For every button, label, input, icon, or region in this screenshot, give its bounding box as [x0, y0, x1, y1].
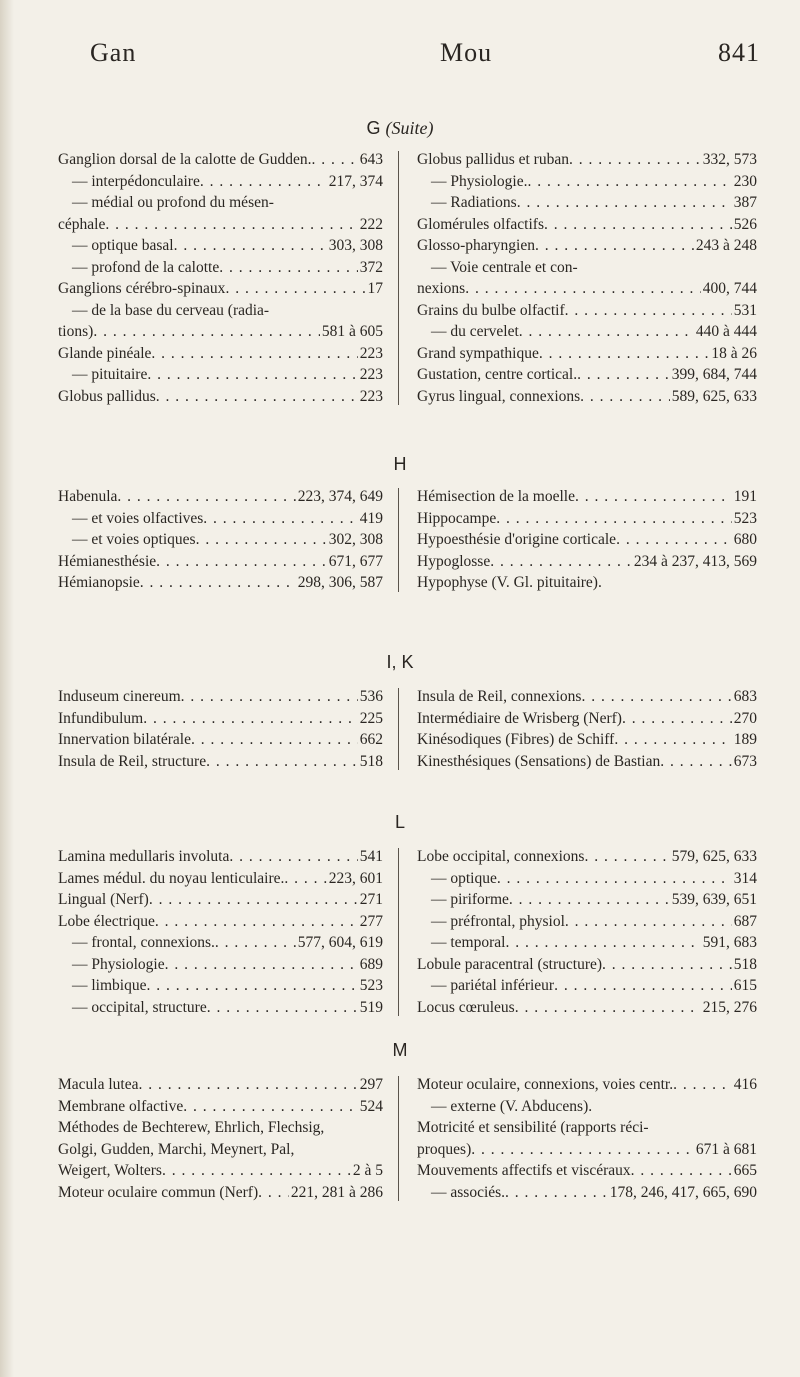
- leader-dots: [527, 171, 731, 193]
- section-letter: L: [394, 812, 405, 832]
- section-letter: H: [393, 454, 407, 474]
- leader-dots: [497, 868, 732, 890]
- section-heading-h: [0, 454, 800, 475]
- index-entry: [417, 1139, 757, 1161]
- entry-pages: 591, 683: [702, 934, 757, 951]
- entry-pages: 243 à 248: [695, 237, 757, 254]
- column-rule: [398, 688, 399, 770]
- index-entry: — externe (V. Abducens).: [431, 1097, 593, 1115]
- index-entry: [58, 868, 383, 890]
- section-heading-ik: [0, 652, 800, 673]
- entry-pages: 215, 276: [702, 998, 757, 1016]
- page-number: 841: [718, 38, 760, 67]
- leader-dots: [554, 975, 732, 997]
- entry-term: Ganglion dorsal de la calotte de Gudden.: [58, 151, 312, 168]
- entry-term: Glomérules olfactifs: [417, 215, 544, 233]
- entry-term: Mouvements affectifs et viscéraux: [417, 1162, 631, 1179]
- entry-term: Moteur oculaire, connexions, voies centr.: [417, 1076, 674, 1093]
- leader-dots: [616, 529, 732, 551]
- index-entry: Golgi, Gudden, Marchi, Meynert, Pal,: [58, 1140, 295, 1158]
- leader-dots: [519, 321, 694, 343]
- section-heading-g: [0, 118, 800, 139]
- entry-pages: 689: [359, 955, 383, 973]
- entry-pages: 643: [359, 151, 383, 168]
- index-entry: Méthodes de Bechterew, Ehrlich, Flechsig,: [58, 1119, 325, 1136]
- entry-term: Moteur oculaire commun (Nerf): [58, 1183, 259, 1201]
- entry-term: Habenula: [58, 488, 118, 505]
- entry-pages: 223, 374, 649: [297, 488, 383, 505]
- entry-term: Gyrus lingual, connexions: [417, 387, 581, 405]
- entry-pages: 541: [359, 848, 383, 865]
- index-entry: [58, 975, 383, 997]
- entry-pages: 303, 308: [328, 237, 383, 254]
- index-entry: [58, 486, 383, 508]
- entry-pages: 531: [733, 301, 757, 319]
- index-entry: [417, 954, 757, 976]
- entry-term: Globus pallidus et ruban: [417, 151, 569, 168]
- entry-pages: 298, 306, 587: [297, 574, 383, 591]
- entry-term: Innervation bilatérale: [58, 731, 191, 748]
- entry-pages: 673: [733, 752, 757, 770]
- index-entry: [58, 751, 383, 773]
- index-entry: [417, 278, 757, 300]
- entry-pages: 589, 625, 633: [671, 387, 757, 405]
- entry-pages: 221, 281 à 286: [290, 1183, 383, 1201]
- entry-term: Induseum cinereum: [58, 688, 181, 705]
- index-entry: [417, 1160, 757, 1182]
- entry-pages: 680: [733, 531, 757, 548]
- entry-term: Glosso-pharyngien: [417, 237, 535, 254]
- running-head-middle: Mou: [440, 38, 493, 67]
- entry-pages: 526: [733, 215, 757, 233]
- entry-term: — Physiologie: [72, 955, 165, 973]
- entry-term: Globus pallidus: [58, 387, 156, 405]
- running-head-left: Gan: [90, 38, 137, 67]
- entry-pages: 372: [359, 258, 383, 276]
- leader-dots: [140, 572, 296, 594]
- leader-dots: [143, 708, 358, 730]
- entry-pages: 524: [359, 1097, 383, 1115]
- leader-dots: [580, 386, 670, 408]
- entry-pages: 18 à 26: [711, 344, 757, 362]
- entry-pages: 332, 573: [702, 151, 757, 168]
- leader-dots: [565, 911, 732, 933]
- leader-dots: [517, 192, 732, 214]
- leader-dots: [117, 486, 295, 508]
- entry-pages: 440 à 444: [695, 323, 757, 340]
- column-rule: [398, 488, 399, 592]
- leader-dots: [200, 171, 327, 193]
- index-entry: [58, 235, 383, 257]
- entry-pages: 225: [359, 709, 383, 727]
- leader-dots: [471, 1139, 694, 1161]
- entry-term: Grains du bulbe olfactif: [417, 301, 565, 319]
- section-l-left-column: [58, 846, 383, 1018]
- index-entry: [58, 257, 383, 279]
- entry-pages: 400, 744: [702, 280, 757, 297]
- leader-dots: [206, 751, 358, 773]
- entry-pages: 687: [733, 912, 757, 930]
- entry-pages: 519: [359, 998, 383, 1016]
- entry-term: Gustation, centre cortical.: [417, 366, 578, 383]
- index-entry: [417, 932, 757, 954]
- entry-term: — associés.: [431, 1183, 506, 1201]
- index-entry: [417, 364, 757, 386]
- entry-pages: 399, 684, 744: [671, 366, 757, 383]
- entry-pages: 223: [359, 387, 383, 405]
- entry-term: Lamina medullaris involuta: [58, 848, 230, 865]
- entry-term: — optique basal: [72, 237, 174, 254]
- entry-term: — Radiations: [431, 194, 517, 211]
- leader-dots: [207, 997, 358, 1019]
- entry-pages: 230: [733, 172, 757, 190]
- column-rule: [398, 151, 399, 405]
- leader-dots: [219, 257, 358, 279]
- entry-term: Ganglions cérébro-spinaux: [58, 280, 226, 297]
- entry-pages: 222: [359, 215, 383, 233]
- entry-pages: 539, 639, 651: [671, 891, 757, 908]
- entry-term: Lames médul. du noyau lenticulaire.: [58, 869, 285, 887]
- leader-dots: [215, 932, 296, 954]
- leader-dots: [284, 868, 326, 890]
- entry-term: Weigert, Wolters: [58, 1162, 162, 1179]
- entry-term: Kinesthésiques (Sensations) de Bastian: [417, 752, 661, 770]
- leader-dots: [183, 1096, 358, 1118]
- section-heading-m: [0, 1040, 800, 1061]
- index-entry: [58, 529, 383, 551]
- leader-dots: [93, 321, 320, 343]
- entry-term: — occipital, structure: [72, 998, 207, 1016]
- entry-pages: 191: [733, 488, 757, 505]
- index-entry: [58, 278, 383, 300]
- index-entry: [58, 364, 383, 386]
- index-entry: [417, 486, 757, 508]
- entry-pages: 387: [733, 194, 757, 211]
- entry-term: — et voies olfactives: [72, 509, 204, 527]
- entry-term: nexions: [417, 280, 466, 297]
- section-letter: G: [366, 118, 381, 138]
- index-entry: — Voie centrale et con-: [431, 258, 578, 276]
- leader-dots: [174, 235, 327, 257]
- section-ik-right-column: [417, 686, 757, 772]
- leader-dots: [105, 214, 357, 236]
- index-entry: [58, 343, 383, 365]
- leader-dots: [505, 1182, 608, 1204]
- leader-dots: [614, 729, 731, 751]
- entry-term: Insula de Reil, structure: [58, 752, 207, 770]
- index-entry: [417, 889, 757, 911]
- index-entry: [417, 321, 757, 343]
- entry-pages: 683: [733, 688, 757, 705]
- leader-dots: [181, 686, 358, 708]
- leader-dots: [602, 954, 732, 976]
- entry-pages: 416: [733, 1076, 757, 1093]
- index-entry: [58, 1096, 383, 1118]
- entry-term: Kinésodiques (Fibres) de Schiff: [417, 731, 615, 748]
- entry-term: — profond de la calotte: [72, 258, 220, 276]
- index-entry: [58, 932, 383, 954]
- entry-term: Intermédiaire de Wrisberg (Nerf): [417, 709, 622, 727]
- leader-dots: [155, 911, 358, 933]
- leader-dots: [162, 1160, 351, 1182]
- leader-dots: [151, 343, 357, 365]
- leader-dots: [149, 889, 358, 911]
- entry-pages: 419: [359, 509, 383, 527]
- index-entry: [417, 708, 757, 730]
- index-entry: [417, 1074, 757, 1096]
- entry-term: — Physiologie.: [431, 172, 528, 190]
- entry-pages: 577, 604, 619: [297, 934, 383, 951]
- index-entry: [58, 686, 383, 708]
- index-entry: [417, 343, 757, 365]
- index-entry: [417, 911, 757, 933]
- entry-pages: 17: [367, 280, 383, 297]
- entry-term: — pituitaire: [72, 366, 148, 383]
- section-continued: (Suite): [385, 118, 434, 138]
- entry-pages: 271: [359, 891, 383, 908]
- leader-dots: [660, 751, 732, 773]
- leader-dots: [577, 364, 670, 386]
- entry-pages: 277: [359, 912, 383, 930]
- entry-pages: 314: [733, 869, 757, 887]
- index-entry: [417, 214, 757, 236]
- entry-pages: 518: [733, 955, 757, 973]
- entry-pages: 223, 601: [328, 869, 383, 887]
- leader-dots: [465, 278, 701, 300]
- entry-pages: 615: [733, 977, 757, 994]
- leader-dots: [196, 529, 327, 551]
- leader-dots: [515, 997, 701, 1019]
- section-h-right-column: [417, 486, 757, 594]
- entry-term: Hémisection de la moelle: [417, 488, 575, 505]
- entry-pages: 217, 374: [328, 172, 383, 190]
- index-entry: [417, 171, 757, 193]
- index-entry: [417, 997, 757, 1019]
- column-rule: [398, 848, 399, 1016]
- entry-term: Lobule paracentral (structure): [417, 955, 603, 973]
- entry-pages: 518: [359, 752, 383, 770]
- leader-dots: [258, 1182, 289, 1204]
- entry-pages: 536: [359, 688, 383, 705]
- index-entry: [417, 846, 757, 868]
- index-entry: [417, 149, 757, 171]
- entry-term: Grand sympathique: [417, 344, 539, 362]
- entry-term: Insula de Reil, connexions: [417, 688, 582, 705]
- column-rule: [398, 1076, 399, 1201]
- entry-term: Hypoglosse: [417, 552, 491, 570]
- entry-pages: 523: [359, 977, 383, 994]
- entry-pages: 523: [733, 509, 757, 527]
- entry-term: Hémianopsie: [58, 574, 140, 591]
- running-head: [90, 38, 760, 78]
- section-m-left-column: [58, 1074, 383, 1203]
- index-entry: [417, 529, 757, 551]
- index-entry: [58, 846, 383, 868]
- entry-pages: 270: [733, 709, 757, 727]
- index-entry: [417, 729, 757, 751]
- section-h-left-column: [58, 486, 383, 594]
- leader-dots: [191, 729, 358, 751]
- section-g-left-column: [58, 149, 383, 407]
- section-ik-left-column: [58, 686, 383, 772]
- leader-dots: [544, 214, 732, 236]
- entry-pages: 302, 308: [328, 531, 383, 548]
- leader-dots: [569, 149, 701, 171]
- entry-pages: 579, 625, 633: [671, 848, 757, 865]
- index-entry: [58, 1074, 383, 1096]
- index-entry: [417, 975, 757, 997]
- entry-term: Hippocampe: [417, 509, 497, 527]
- index-entry: [58, 572, 383, 594]
- entry-term: — piriforme: [431, 891, 509, 908]
- entry-term: — pariétal inférieur: [431, 977, 555, 994]
- index-entry: [58, 149, 383, 171]
- index-entry: Hypophyse (V. Gl. pituitaire).: [417, 574, 602, 591]
- entry-term: — préfrontal, physiol: [431, 912, 565, 930]
- index-entry: [417, 192, 757, 214]
- entry-term: Locus cœruleus: [417, 998, 515, 1016]
- leader-dots: [225, 278, 365, 300]
- index-entry: [58, 911, 383, 933]
- leader-dots: [622, 708, 732, 730]
- leader-dots: [535, 235, 694, 257]
- section-l-right-column: [417, 846, 757, 1018]
- entry-term: Infundibulum: [58, 709, 144, 727]
- entry-term: Membrane olfactive: [58, 1097, 184, 1115]
- entry-term: — frontal, connexions.: [72, 934, 215, 951]
- index-entry: [417, 508, 757, 530]
- index-entry: [58, 1182, 383, 1204]
- entry-pages: 189: [733, 731, 757, 748]
- leader-dots: [229, 846, 357, 868]
- index-entry: [58, 954, 383, 976]
- entry-pages: 2 à 5: [352, 1162, 383, 1179]
- page-spine-shadow: [0, 0, 14, 1377]
- entry-term: — interpédonculaire: [72, 172, 200, 190]
- entry-term: — optique: [431, 869, 497, 887]
- entry-pages: 662: [359, 731, 383, 748]
- index-entry: [417, 686, 757, 708]
- leader-dots: [631, 1160, 732, 1182]
- leader-dots: [565, 300, 732, 322]
- leader-dots: [165, 954, 358, 976]
- leader-dots: [509, 889, 670, 911]
- leader-dots: [575, 486, 732, 508]
- entry-pages: 581 à 605: [321, 323, 383, 340]
- index-entry: [417, 551, 757, 573]
- entry-term: Lobe électrique: [58, 912, 155, 930]
- leader-dots: [312, 149, 358, 171]
- index-entry: [417, 235, 757, 257]
- leader-dots: [156, 551, 327, 573]
- index-entry: [417, 386, 757, 408]
- entry-term: Glande pinéale: [58, 344, 152, 362]
- index-entry: [58, 729, 383, 751]
- entry-pages: 178, 246, 417, 665, 690: [609, 1183, 757, 1201]
- index-entry: [58, 508, 383, 530]
- leader-dots: [581, 686, 731, 708]
- leader-dots: [539, 343, 710, 365]
- index-entry: [58, 708, 383, 730]
- index-entry: [58, 997, 383, 1019]
- leader-dots: [673, 1074, 732, 1096]
- entry-pages: 297: [359, 1076, 383, 1093]
- leader-dots: [156, 386, 358, 408]
- index-entry: [58, 321, 383, 343]
- entry-term: — du cervelet: [431, 323, 519, 340]
- index-entry: [58, 386, 383, 408]
- leader-dots: [584, 846, 669, 868]
- leader-dots: [138, 1074, 357, 1096]
- entry-term: — temporal: [431, 934, 506, 951]
- entry-pages: 223: [359, 344, 383, 362]
- leader-dots: [505, 932, 700, 954]
- section-g-right-column: [417, 149, 757, 407]
- section-m-right-column: [417, 1074, 757, 1203]
- index-entry: — médial ou profond du mésen-: [72, 194, 274, 211]
- entry-term: proques): [417, 1140, 472, 1158]
- entry-pages: 671 à 681: [695, 1140, 757, 1158]
- leader-dots: [496, 508, 732, 530]
- leader-dots: [203, 508, 357, 530]
- entry-pages: 665: [733, 1162, 757, 1179]
- section-heading-l: [0, 812, 800, 833]
- index-entry: [58, 214, 383, 236]
- index-entry: [58, 889, 383, 911]
- index-entry: [417, 868, 757, 890]
- section-letter: M: [392, 1040, 408, 1060]
- entry-pages: 234 à 237, 413, 569: [633, 552, 757, 570]
- entry-term: Lobe occipital, connexions: [417, 848, 585, 865]
- index-entry: Motricité et sensibilité (rapports réci-: [417, 1119, 649, 1136]
- entry-term: Hémianesthésie: [58, 552, 157, 570]
- leader-dots: [490, 551, 632, 573]
- entry-pages: 223: [359, 366, 383, 383]
- entry-term: tions): [58, 323, 94, 340]
- entry-term: Hypoesthésie d'origine corticale: [417, 531, 617, 548]
- index-entry: [417, 751, 757, 773]
- index-entry: [417, 300, 757, 322]
- leader-dots: [146, 975, 357, 997]
- entry-term: Lingual (Nerf): [58, 891, 149, 908]
- entry-term: Macula lutea: [58, 1076, 139, 1093]
- entry-pages: 671, 677: [328, 552, 383, 570]
- section-letter: I, K: [386, 652, 414, 672]
- index-entry: [58, 171, 383, 193]
- leader-dots: [147, 364, 357, 386]
- index-entry: — de la base du cerveau (radia-: [72, 301, 270, 319]
- entry-term: — limbique: [72, 977, 147, 994]
- index-entry: [58, 551, 383, 573]
- entry-term: — et voies optiques: [72, 531, 196, 548]
- index-entry: [417, 1182, 757, 1204]
- index-entry: [58, 1160, 383, 1182]
- entry-term: céphale: [58, 215, 106, 233]
